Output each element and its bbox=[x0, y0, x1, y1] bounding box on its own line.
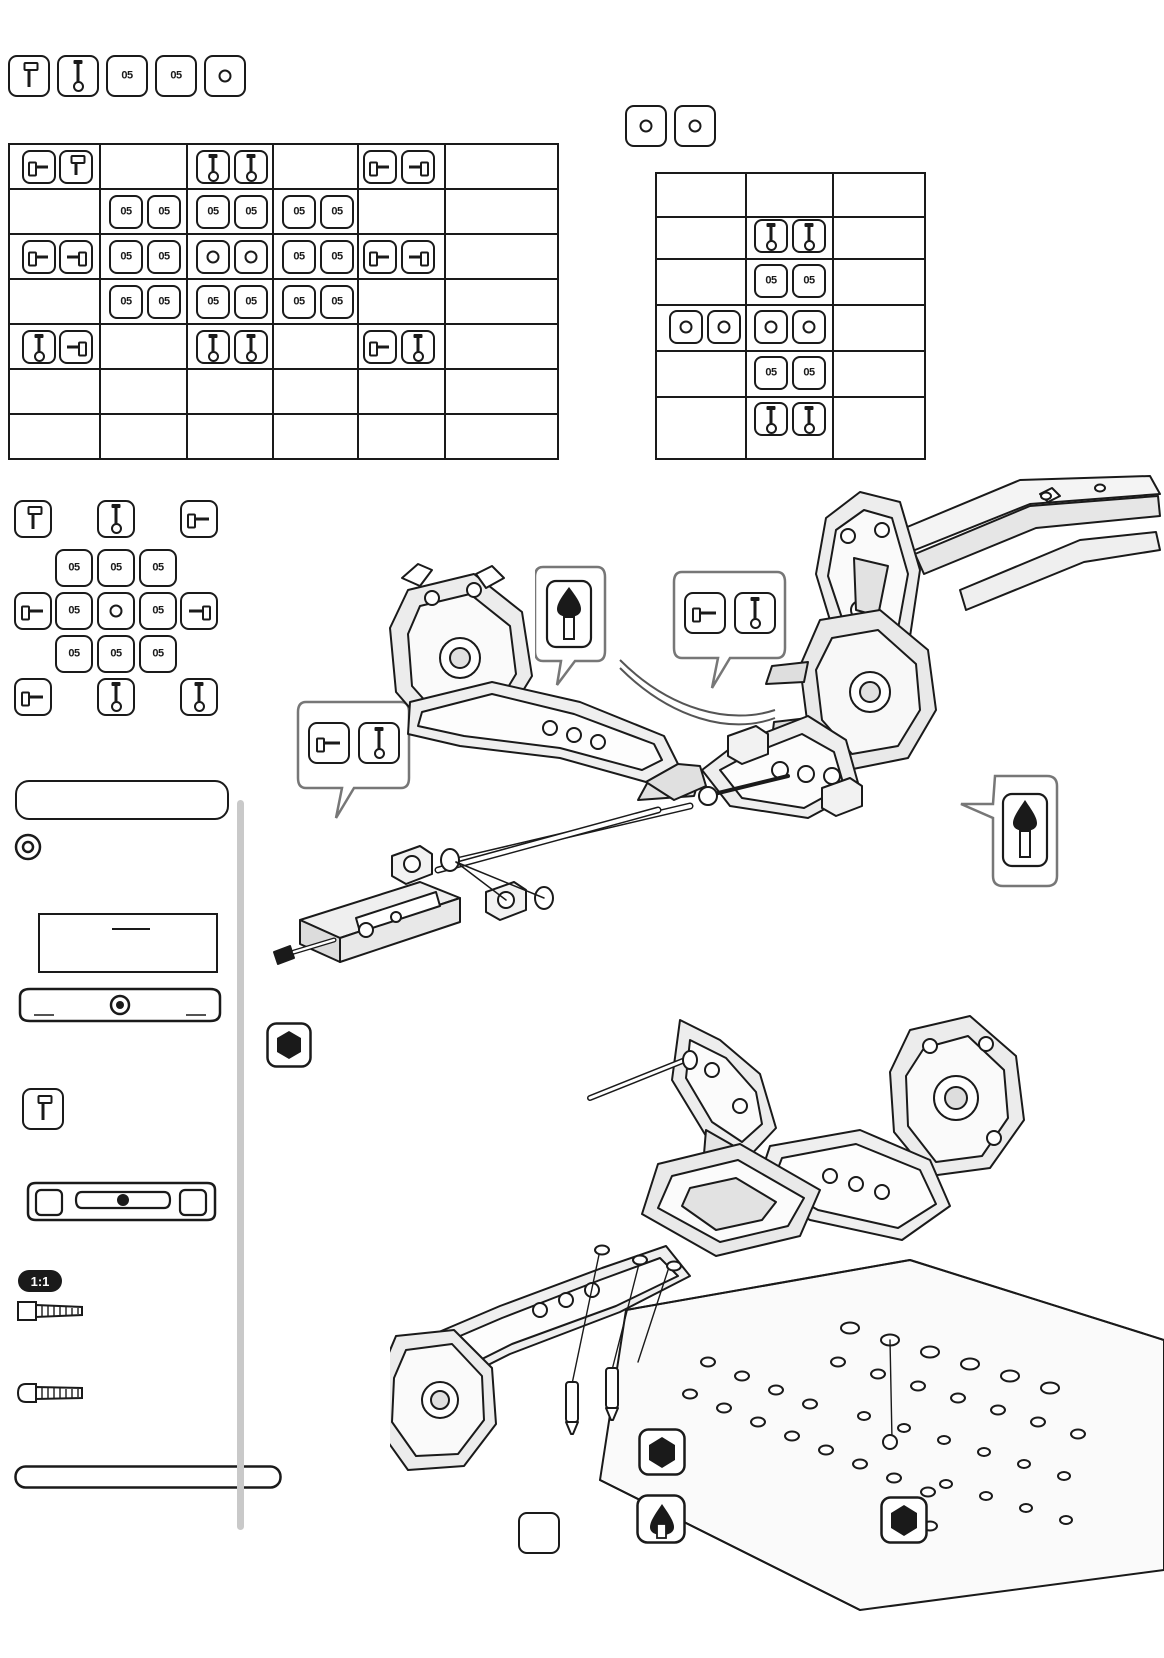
legend-title-bar bbox=[15, 780, 229, 820]
chip-number: 05 bbox=[110, 561, 122, 574]
part-chip[interactable] bbox=[147, 240, 181, 274]
part-chip[interactable] bbox=[282, 195, 316, 229]
part-chip[interactable] bbox=[180, 678, 218, 716]
dot-glyph bbox=[640, 120, 653, 133]
bar-glyph bbox=[371, 256, 389, 259]
dot-glyph bbox=[689, 120, 702, 133]
legend-scale-badge bbox=[18, 1270, 62, 1292]
chip-number: 05 bbox=[158, 250, 170, 263]
bar-glyph bbox=[371, 346, 389, 349]
pin-glyph bbox=[770, 226, 773, 241]
part-chip[interactable] bbox=[147, 195, 181, 229]
bar-glyph bbox=[189, 518, 209, 521]
part-chip[interactable] bbox=[401, 330, 435, 364]
part-chip[interactable] bbox=[97, 500, 135, 538]
chip-number: 05 bbox=[331, 205, 343, 218]
bar-glyph bbox=[30, 166, 48, 169]
part-chip[interactable] bbox=[204, 55, 246, 97]
part-chip[interactable] bbox=[139, 592, 177, 630]
chip-number: 05 bbox=[152, 604, 164, 617]
part-chip[interactable] bbox=[109, 285, 143, 319]
chip-number: 05 bbox=[803, 274, 815, 287]
grease-brush-icon bbox=[636, 1494, 686, 1544]
part-chip[interactable] bbox=[196, 240, 230, 274]
part-chip[interactable] bbox=[180, 592, 218, 630]
left-parts-matrix bbox=[8, 143, 559, 460]
chip-number: 05 bbox=[158, 295, 170, 308]
part-chip[interactable] bbox=[792, 356, 826, 390]
legend-rounded-plate bbox=[14, 985, 226, 1025]
part-chip[interactable] bbox=[139, 635, 177, 673]
dot-glyph bbox=[718, 321, 731, 334]
bar-glyph bbox=[189, 610, 209, 613]
pin-glyph bbox=[77, 63, 80, 82]
chip-number: 05 bbox=[245, 205, 257, 218]
chip-number: 05 bbox=[765, 274, 777, 287]
screw-glyph bbox=[28, 64, 31, 87]
screw-glyph bbox=[42, 1097, 45, 1120]
part-chip[interactable] bbox=[363, 330, 397, 364]
part-chip[interactable] bbox=[55, 592, 93, 630]
part-chip[interactable] bbox=[59, 240, 93, 274]
part-chip[interactable] bbox=[196, 330, 230, 364]
part-chip[interactable] bbox=[139, 549, 177, 587]
part-chip[interactable] bbox=[754, 264, 788, 298]
dot-glyph bbox=[110, 605, 123, 618]
pin-glyph bbox=[115, 507, 118, 524]
chip-number: 05 bbox=[158, 205, 170, 218]
part-chip[interactable] bbox=[625, 105, 667, 147]
chip-number: 05 bbox=[68, 647, 80, 660]
part-chip[interactable] bbox=[22, 150, 56, 184]
chip-number: 05 bbox=[170, 69, 182, 82]
legend-suspension-mount-bar bbox=[24, 1180, 219, 1224]
part-chip[interactable] bbox=[792, 219, 826, 253]
part-chip[interactable] bbox=[59, 150, 93, 184]
hex-wrench-marker bbox=[880, 1496, 920, 1536]
part-chip[interactable] bbox=[97, 592, 135, 630]
screw-glyph bbox=[32, 508, 35, 528]
pin-glyph bbox=[250, 337, 253, 352]
chip-number: 05 bbox=[293, 295, 305, 308]
right-parts-matrix bbox=[655, 172, 926, 460]
top-part-chip-row bbox=[8, 55, 238, 105]
part-chip[interactable] bbox=[147, 285, 181, 319]
bar-glyph bbox=[30, 256, 48, 259]
part-chip[interactable] bbox=[669, 310, 703, 344]
chip-number: 05 bbox=[68, 561, 80, 574]
legend-part-chip[interactable] bbox=[22, 1088, 64, 1130]
pin-glyph bbox=[212, 337, 215, 352]
left-loose-chip-grid bbox=[8, 500, 233, 725]
legend-plate-outline bbox=[38, 913, 218, 973]
bar-glyph bbox=[67, 346, 85, 349]
pin-glyph bbox=[115, 685, 118, 702]
part-chip[interactable] bbox=[106, 55, 148, 97]
part-chip[interactable] bbox=[401, 240, 435, 274]
chip-number: 05 bbox=[120, 205, 132, 218]
legend-round-head-screw bbox=[16, 1380, 86, 1406]
chip-number: 05 bbox=[120, 295, 132, 308]
part-chip[interactable] bbox=[234, 330, 268, 364]
part-chip[interactable] bbox=[707, 310, 741, 344]
part-chip[interactable] bbox=[792, 264, 826, 298]
pin-glyph bbox=[417, 337, 420, 352]
part-chip[interactable] bbox=[754, 219, 788, 253]
part-chip[interactable] bbox=[109, 195, 143, 229]
part-chip[interactable] bbox=[674, 105, 716, 147]
chip-number: 05 bbox=[110, 647, 122, 660]
part-chip[interactable] bbox=[14, 678, 52, 716]
part-chip[interactable] bbox=[363, 150, 397, 184]
part-chip[interactable] bbox=[754, 310, 788, 344]
screw-glyph bbox=[75, 157, 78, 175]
bar-glyph bbox=[67, 256, 85, 259]
part-chip[interactable] bbox=[55, 549, 93, 587]
part-chip[interactable] bbox=[14, 592, 52, 630]
dot-glyph bbox=[803, 321, 816, 334]
chip-number: 05 bbox=[765, 366, 777, 379]
bar-glyph bbox=[371, 166, 389, 169]
chip-number: 05 bbox=[293, 205, 305, 218]
pin-glyph bbox=[770, 409, 773, 424]
bar-glyph bbox=[23, 696, 43, 699]
svg-text:1:1: 1:1 bbox=[30, 1274, 50, 1289]
chip-number: 05 bbox=[293, 250, 305, 263]
chip-number: 05 bbox=[331, 250, 343, 263]
bar-glyph bbox=[409, 256, 427, 259]
dot-glyph bbox=[680, 321, 693, 334]
part-chip[interactable] bbox=[14, 500, 52, 538]
chip-number: 05 bbox=[152, 647, 164, 660]
dot-glyph bbox=[245, 251, 258, 264]
pin-glyph bbox=[250, 157, 253, 172]
part-chip[interactable] bbox=[234, 240, 268, 274]
part-chip[interactable] bbox=[401, 150, 435, 184]
part-chip[interactable] bbox=[196, 195, 230, 229]
bar-glyph bbox=[409, 166, 427, 169]
part-chip[interactable] bbox=[97, 678, 135, 716]
part-chip[interactable] bbox=[97, 549, 135, 587]
part-chip[interactable] bbox=[8, 55, 50, 97]
part-chip[interactable] bbox=[320, 285, 354, 319]
chip-number: 05 bbox=[803, 366, 815, 379]
front-suspension-assembly-diagram bbox=[260, 470, 1164, 1030]
chip-number: 05 bbox=[207, 295, 219, 308]
legend-flat-head-screw bbox=[16, 1298, 86, 1324]
part-chip[interactable] bbox=[57, 55, 99, 97]
chip-number: 05 bbox=[68, 604, 80, 617]
part-chip[interactable] bbox=[97, 635, 135, 673]
part-chip[interactable] bbox=[792, 402, 826, 436]
upper-right-chip-pair bbox=[625, 105, 715, 150]
chassis-assembly-diagram bbox=[390, 1010, 1164, 1630]
part-chip[interactable] bbox=[754, 356, 788, 390]
pin-glyph bbox=[212, 157, 215, 172]
part-chip[interactable] bbox=[109, 240, 143, 274]
pin-glyph bbox=[808, 409, 811, 424]
chip-number: 05 bbox=[152, 561, 164, 574]
part-chip[interactable] bbox=[363, 240, 397, 274]
column-divider bbox=[237, 800, 244, 1530]
part-chip[interactable] bbox=[792, 310, 826, 344]
part-chip[interactable] bbox=[196, 285, 230, 319]
chip-number: 05 bbox=[207, 205, 219, 218]
dot-glyph bbox=[219, 70, 232, 83]
part-chip[interactable] bbox=[320, 195, 354, 229]
legend-washer-icon bbox=[14, 833, 42, 861]
dot-glyph bbox=[765, 321, 778, 334]
part-chip[interactable] bbox=[180, 500, 218, 538]
chip-number: 05 bbox=[120, 250, 132, 263]
pin-glyph bbox=[198, 685, 201, 702]
part-chip[interactable] bbox=[22, 240, 56, 274]
part-chip[interactable] bbox=[59, 330, 93, 364]
pin-glyph bbox=[808, 226, 811, 241]
part-chip[interactable] bbox=[234, 285, 268, 319]
part-chip[interactable] bbox=[320, 240, 354, 274]
part-chip[interactable] bbox=[282, 240, 316, 274]
part-chip[interactable] bbox=[754, 402, 788, 436]
part-chip[interactable] bbox=[155, 55, 197, 97]
chip-number: 05 bbox=[331, 295, 343, 308]
part-chip[interactable] bbox=[196, 150, 230, 184]
part-chip[interactable] bbox=[234, 150, 268, 184]
dot-glyph bbox=[207, 251, 220, 264]
part-chip[interactable] bbox=[234, 195, 268, 229]
hex-wrench-marker bbox=[638, 1428, 678, 1468]
bar-glyph bbox=[23, 610, 43, 613]
pin-glyph bbox=[38, 337, 41, 352]
blank-part-chip[interactable] bbox=[518, 1512, 560, 1554]
part-chip[interactable] bbox=[22, 330, 56, 364]
hex-wrench-marker bbox=[266, 1022, 306, 1062]
part-chip[interactable] bbox=[282, 285, 316, 319]
part-chip[interactable] bbox=[55, 635, 93, 673]
chip-number: 05 bbox=[121, 69, 133, 82]
chip-number: 05 bbox=[245, 295, 257, 308]
